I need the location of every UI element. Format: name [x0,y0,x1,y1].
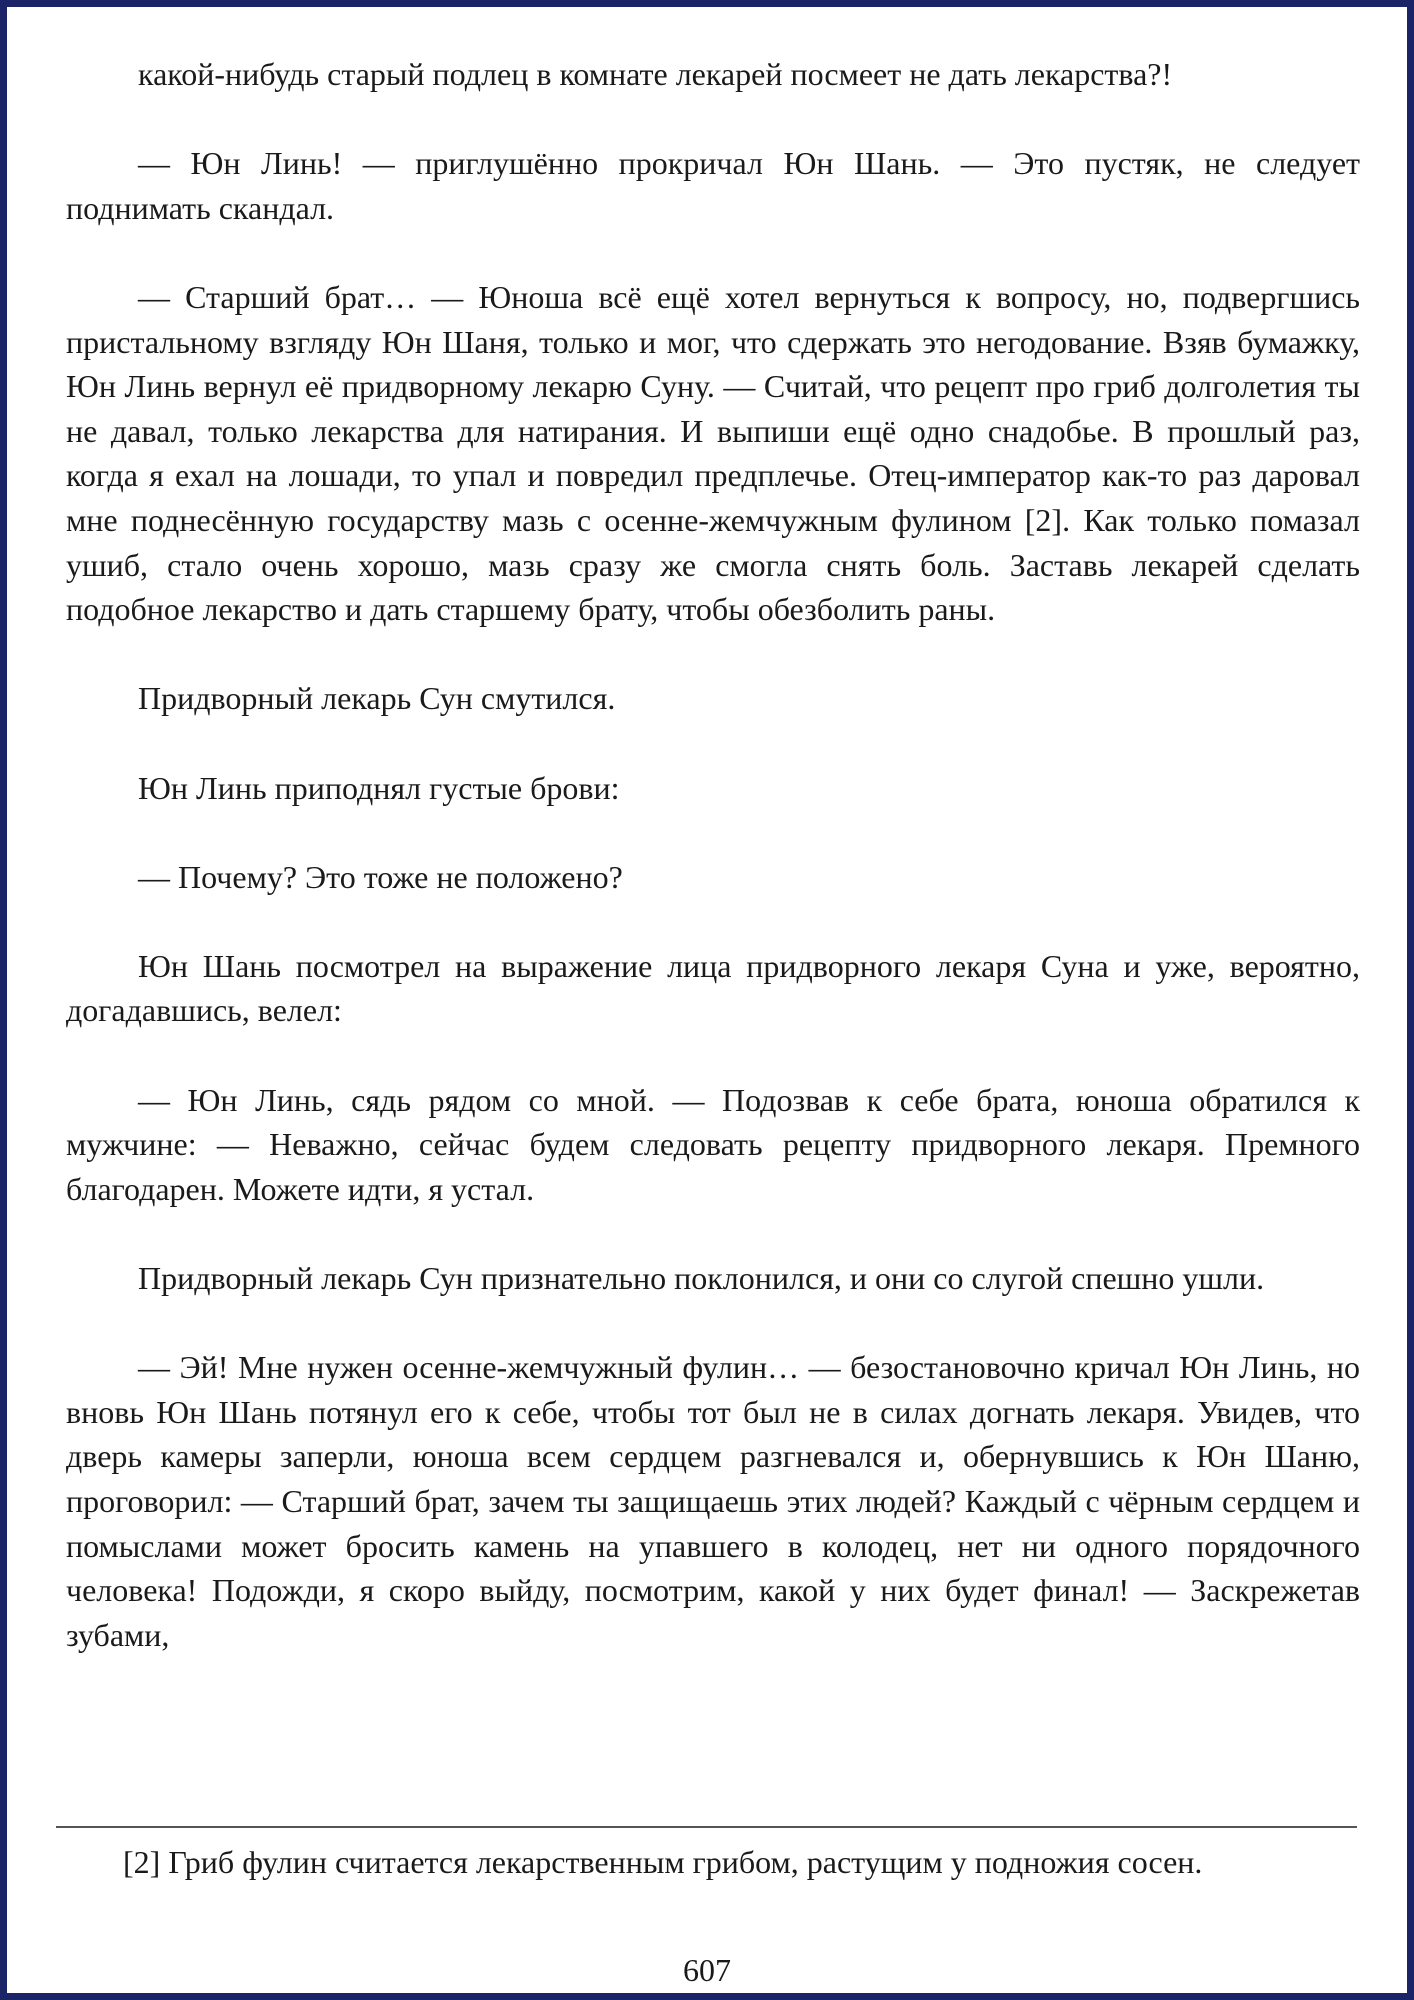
footnote-divider [56,1826,1357,1828]
paragraph: Придворный лекарь Сун смутился. [138,680,616,717]
paragraph: Придворный лекарь Сун признательно поклонился, и они со слугой спешно ушли. [138,1260,1265,1297]
paragraph: какой-нибудь старый подлец в комнате лекарей посмеет не дать лекарства?! [138,56,1173,92]
paragraph: — Почему? Это тоже не положено? [138,858,623,895]
footnote: [2] Гриб фулин считается лекарственным грибом, растущим у подножия сосен. [123,1844,1203,1880]
paragraph: — Старший брат… — Юноша всё ещё хотел вернуться к вопросу, но, подвергшись пристальному взгляду Юн Шаня, только и мог, что сдержать это негодование. Взяв бумажку, Юн Линь вернул её придворному лекарю Суну. — Считай, что рецепт про гриб долголетия ты не давал, только лекарства для натирания. И выпиши ещё одно снадобье. В прошлый раз, когда я ехал на лошади, то упал и повредил предплечье. Отец-император как-то раз даровал мне поднесённую государству мазь с осенне-жемчужным фулином [2]. Как только помазал ушиб, стало очень хорошо, мазь сразу же смогла снять боль. Заставь лекарей сделать подобное лекарство и дать старшему брату, чтобы обезболить раны. [66,278,1360,628]
page-number: 607 [683,1952,731,1988]
paragraph-continued: — Эй! Мне нужен осенне-жемчужный фулин… — безостановочно кричал Юн Линь, но вновь Юн Шань потянул его к себе, чтобы тот был не в силах догнать лекаря. Увидев, что дверь камеры заперли, юноша всем сердцем разгневался и, обернувшись к Юн Шаню, проговорил: — Старший брат, зачем ты защищаешь этих людей? Каждый с чёрным сердцем и помыслами может бросить камень на упавшего в колодец, нет ни одного порядочного человека! Подожди, я скоро выйду, посмотрим, какой у них будет финал! — Заскрежетав зубами, [66,1349,1360,1653]
paragraph: Юн Линь приподнял густые брови: [138,769,620,806]
paragraph: — Юн Линь, сядь рядом со мной. — Подозвав к себе брата, юноша обратился к мужчине: — Неважно, сейчас будем следовать рецепту придворного лекаря. Премного благодарен. Можете идти, я устал. [66,1081,1360,1207]
page-body [66,52,1360,1657]
paragraph: — Юн Линь! — приглушённо прокричал Юн Шань. — Это пустяк, не следует поднимать скандал. [66,145,1360,226]
paragraph: Юн Шань посмотрел на выражение лица придворного лекаря Суна и уже, вероятно, догадавшись, велел: [66,947,1360,1029]
